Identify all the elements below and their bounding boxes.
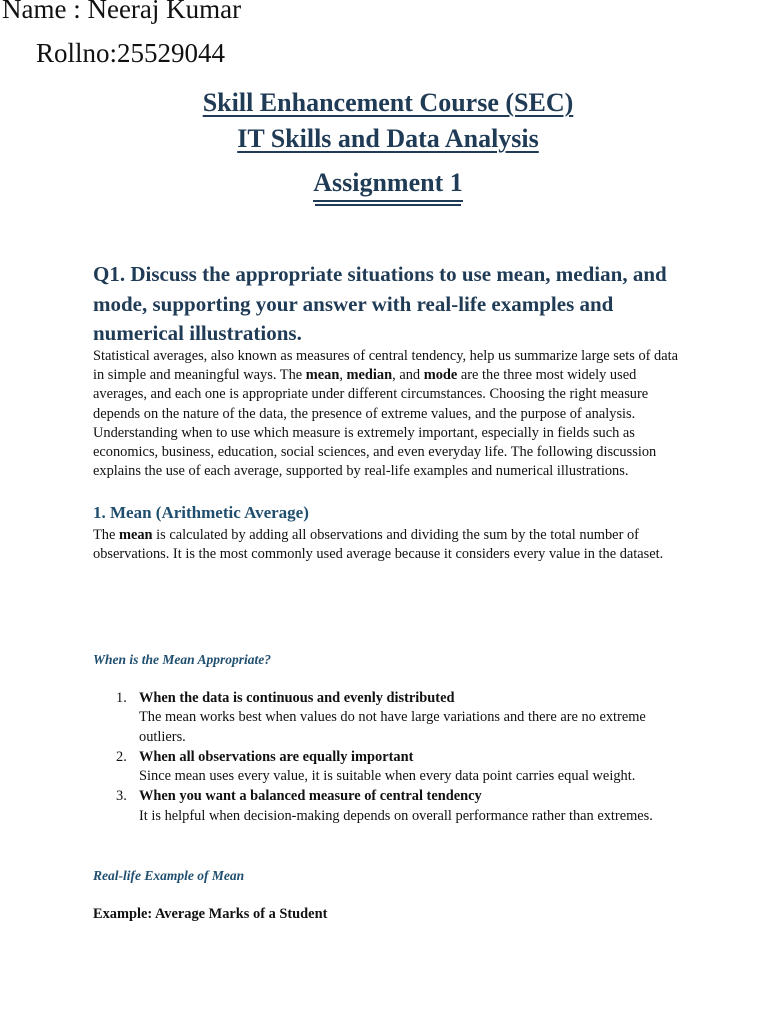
course-title <box>0 88 768 118</box>
intro-text-after: are the three most widely used averages, and each one is appropriate under different circumstances. Choosing the right measure depends on the nature of the data, the presence of extreme values, and the purpose of analysis. Understanding when to use which measure is extremely important, especially in fields such as economics, business, education, social sciences, and even everyday life. The following discussion explains the use of each average, supported by real-life examples and numerical illustrations. <box>93 367 657 480</box>
when-mean-appropriate-heading: When is the Mean Appropriate? <box>93 652 272 667</box>
list-item-title: When you want a balanced measure of central tendency <box>139 788 482 805</box>
example-title: Example: Average Marks of a Student <box>93 906 328 922</box>
mean-conditions-list <box>93 689 693 827</box>
student-name: Name : Neeraj Kumar <box>2 0 242 24</box>
course-title-text: Skill Enhancement Course (SEC) <box>202 88 574 117</box>
list-item-number: 2. <box>116 748 127 765</box>
list-item <box>93 748 693 787</box>
list-item-number: 1. <box>116 690 127 706</box>
intro-text-before: Statistical averages, also known as measures of central tendency, help us summarize large sets of data in simple and meaningful ways. The <box>93 348 679 384</box>
list-item-description: It is helpful when decision-making depends on overall performance rather than extremes. <box>139 807 653 824</box>
intro-paragraph <box>93 347 683 481</box>
list-item-title: When all observations are equally important <box>139 748 414 765</box>
question-heading: Q1. Discuss the appropriate situations to use mean, median, and mode, supporting your answer with real-life examples and numerical illustrations. <box>93 262 667 345</box>
mean-def-before: The <box>93 527 119 543</box>
list-item-title: When the data is continuous and evenly distributed <box>139 690 455 706</box>
mean-def-term: mean <box>118 527 153 543</box>
student-roll-number: Rollno:25529044 <box>36 38 226 68</box>
mean-def-after: is calculated by adding all observations and dividing the sum by the total number of observations. It is the most commonly used average because it considers every value in the dataset. <box>93 527 664 563</box>
assignment-title <box>0 168 768 198</box>
assignment-title-text: Assignment 1 <box>313 168 463 202</box>
intro-separator-2: , and <box>392 367 424 384</box>
subject-title <box>0 124 768 154</box>
subject-title-text: IT Skills and Data Analysis <box>237 124 539 153</box>
list-item <box>93 787 693 826</box>
mean-definition-paragraph <box>93 526 683 564</box>
intro-separator-1: , <box>339 367 347 384</box>
list-item <box>93 689 693 747</box>
list-item-number: 3. <box>116 788 127 805</box>
real-life-example-heading: Real-life Example of Mean <box>93 868 245 883</box>
intro-median-term: median <box>346 367 393 384</box>
intro-mean-term: mean <box>305 367 340 384</box>
mean-section-heading: 1. Mean (Arithmetic Average) <box>93 503 309 522</box>
list-item-description: Since mean uses every value, it is suitable when every data point carries equal weight. <box>139 768 636 785</box>
list-item-description: The mean works best when values do not have large variations and there are no extreme outliers. <box>139 709 646 745</box>
intro-mode-term: mode <box>423 367 458 384</box>
